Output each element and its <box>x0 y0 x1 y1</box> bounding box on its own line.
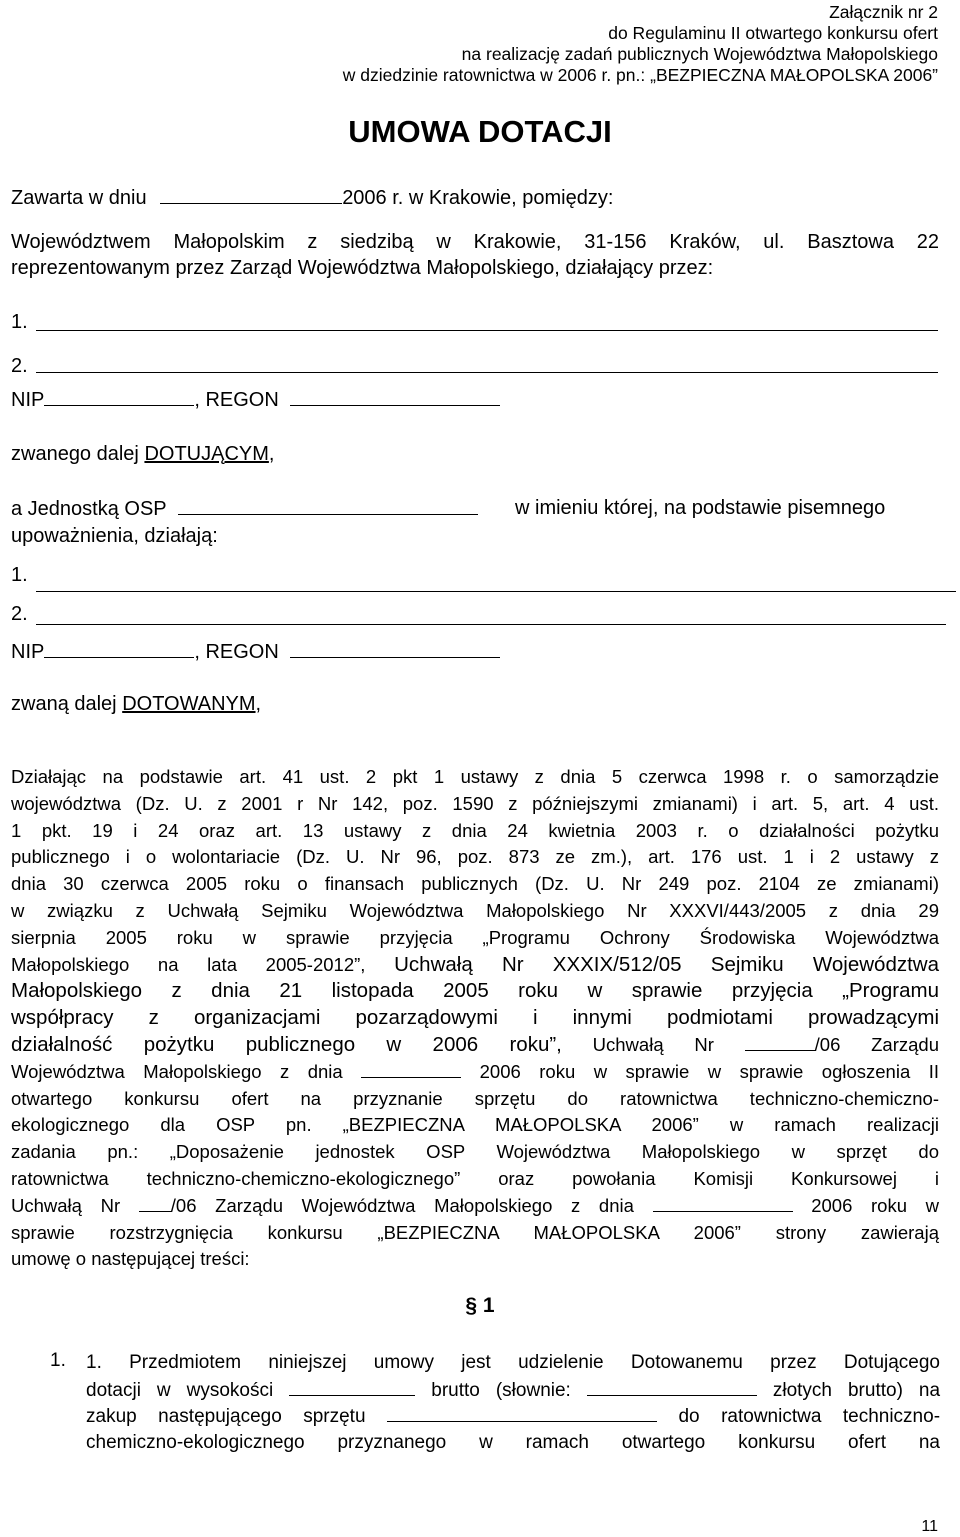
nip-blank <box>44 385 194 406</box>
party2-item-1-blank <box>36 591 956 592</box>
header-line-2: do Regulaminu II otwartego konkursu ofert <box>608 23 938 43</box>
list-segment: dotacji w wysokości <box>86 1379 274 1401</box>
paragraph-line <box>11 1059 939 1086</box>
paragraph-line: województwa (Dz. U. z 2001 r Nr 142, poz. 1590 z późniejszymi zmianami) i art. 5, art. 4 ust. <box>11 792 939 814</box>
voivodeship-line: Województwem Małopolskim z siedzibą w Krakowie, 31-156 Kraków, ul. Basztowa 22 <box>11 231 939 253</box>
party2-item-1: 1. <box>11 564 28 586</box>
regon-blank <box>290 385 500 406</box>
header-line-4: w dziedzinie ratownictwa w 2006 r. pn.: „BEZPIECZNA MAŁOPOLSKA 2006” <box>342 65 938 85</box>
date-blank <box>653 1193 793 1212</box>
header-line-1: Załącznik nr 2 <box>829 2 938 22</box>
section-1-list <box>50 1350 940 1456</box>
paragraph-line: sprawie rozstrzygnięcia konkursu „BEZPIECZNA MAŁOPOLSKA 2006” strony zawierają <box>11 1221 939 1243</box>
paragraph-segment: Województwa Małopolskiego z dnia <box>11 1060 343 1082</box>
paragraph-line: dnia 30 czerwca 2005 roku o finansach publicznych (Dz. U. Nr 249 poz. 2104 ze zmianami) <box>11 873 939 895</box>
paragraph-segment: Uchwałą Nr <box>592 1033 714 1055</box>
concluded-line <box>11 183 613 212</box>
regon-blank <box>290 637 500 658</box>
header-line-3: na realizację zadań publicznych Województwa Małopolskiego <box>461 44 938 64</box>
paragraph-line: otwartego konkursu ofert na przyznanie sprzętu do ratownictwa techniczno-chemiczno- <box>11 1087 939 1109</box>
amount-blank <box>289 1377 415 1396</box>
donor-name: DOTUJĄCYM <box>144 443 269 465</box>
paragraph-line: współpracy z organizacjami pozarządowymi i innymi podmiotami prowadzącymi <box>11 1006 939 1030</box>
party1-item-1: 1. <box>11 311 28 333</box>
party2-called <box>11 690 261 718</box>
osp-label: a Jednostką OSP <box>11 498 167 520</box>
called-label: zwaną dalej <box>11 693 123 715</box>
paragraph-line: Małopolskiego z dnia 21 listopada 2005 roku w sprawie przyjęcia „Programu <box>11 979 939 1003</box>
called-end: , <box>268 443 275 465</box>
paragraph-line: umowę o następującej treści: <box>11 1248 250 1270</box>
paragraph-line: 1 pkt. 19 i 24 oraz art. 13 ustawy z dnia 24 kwietnia 2003 r. o działalności pożytku <box>11 819 939 841</box>
osp-blank <box>178 494 478 515</box>
on-behalf-text: w imieniu której, na podstawie pisemnego <box>515 497 886 519</box>
regon-label: , REGON <box>194 641 279 663</box>
paragraph-line: ratownictwa techniczno-chemiczno-ekologicznego” oraz powołania Komisji Konkursowej i <box>11 1167 939 1189</box>
nip-label: NIP <box>11 389 45 411</box>
resolution-number-blank <box>745 1032 815 1051</box>
paragraph-segment: działalność pożytku publicznego w 2006 roku”, <box>11 1032 562 1056</box>
concluded-label: Zawarta w dniu <box>11 187 147 209</box>
called-end: , <box>255 693 262 715</box>
resolution-number-blank <box>139 1193 171 1212</box>
list-line: 1. Przedmiotem niniejszej umowy jest udzielenie Dotowanemu przez Dotującego <box>86 1352 940 1373</box>
party1-item-1-blank <box>36 330 938 331</box>
party2-item-2-blank <box>36 624 946 625</box>
list-segment: brutto (słownie: <box>431 1379 571 1401</box>
legal-basis-paragraph <box>11 764 939 1273</box>
paragraph-segment: 2006 roku w <box>811 1194 940 1216</box>
paragraph-segment: Uchwałą Nr XXXIX/512/05 Sejmiku Województwa <box>394 952 940 976</box>
osp-line <box>11 494 478 523</box>
list-line <box>86 1403 940 1430</box>
party1-item-2-blank <box>36 372 938 373</box>
paragraph-segment: /06 Zarządu Województwa Małopolskiego z dnia <box>170 1194 634 1216</box>
paragraph-line: sierpnia 2005 roku w sprawie przyjęcia „Programu Ochrony Środowiska Województwa <box>11 926 939 948</box>
represented-line: reprezentowanym przez Zarząd Województwa Małopolskiego, działający przez: <box>11 257 714 279</box>
paragraph-line: publicznego i o wolontariacie (Dz. U. Nr 96, poz. 873 ze zm.), art. 176 ust. 1 i 2 ustawy z <box>11 846 939 868</box>
paragraph-segment: /06 Zarządu <box>814 1033 940 1055</box>
nip-blank <box>44 637 194 658</box>
paragraph-line: w związku z Uchwałą Sejmiku Województwa Małopolskiego Nr XXXVI/443/2005 z dnia 29 <box>11 899 939 921</box>
list-number: 1. <box>50 1350 66 1371</box>
date-suffix: 2006 r. w Krakowie, pomiędzy: <box>342 187 614 209</box>
paragraph-line <box>11 1193 939 1220</box>
paragraph-line: zadania pn.: „Doposażenie jednostek OSP Województwa Małopolskiego w sprzęt do <box>11 1141 939 1163</box>
regon-label: , REGON <box>194 389 279 411</box>
nip-label: NIP <box>11 641 45 663</box>
paragraph-line <box>11 1032 939 1059</box>
party1-item-2: 2. <box>11 355 28 377</box>
party1-nip-regon <box>11 385 500 414</box>
page-number: 11 <box>921 1518 938 1535</box>
called-label: zwanego dalej <box>11 443 145 465</box>
party2-nip-regon <box>11 637 500 666</box>
section-heading: § 1 <box>465 1294 495 1317</box>
date-blank <box>361 1059 461 1078</box>
amount-words-blank <box>587 1377 757 1396</box>
paragraph-segment: Uchwałą Nr <box>11 1194 121 1216</box>
party2-item-2: 2. <box>11 603 28 625</box>
paragraph-line: ekologicznego dla OSP pn. „BEZPIECZNA MAŁOPOLSKA 2006” w ramach realizacji <box>11 1114 939 1136</box>
attachment-header <box>178 2 938 86</box>
paragraph-segment: Małopolskiego na lata 2005-2012”, <box>11 953 366 975</box>
document-title: UMOWA DOTACJI <box>348 114 612 149</box>
list-line <box>86 1377 940 1404</box>
paragraph-line: Działając na podstawie art. 41 ust. 2 pkt 1 ustawy z dnia 5 czerwca 1998 r. o samorządzie <box>11 766 939 787</box>
paragraph-line <box>11 952 939 979</box>
list-segment: zakup następującego sprzętu <box>86 1406 366 1428</box>
list-segment: złotych brutto) na <box>772 1379 941 1401</box>
authorization-line: upoważnienia, działają: <box>11 525 218 547</box>
paragraph-segment: 2006 roku w sprawie w sprawie ogłoszenia II <box>479 1060 939 1082</box>
party1-called <box>11 440 274 468</box>
equipment-blank <box>387 1403 657 1422</box>
list-line: chemiczno-ekologicznego przyznanego w ramach otwartego konkursu ofert na <box>86 1431 940 1453</box>
recipient-name: DOTOWANYM <box>122 693 256 715</box>
date-blank <box>160 183 342 204</box>
list-segment: do ratownictwa techniczno- <box>678 1406 941 1428</box>
